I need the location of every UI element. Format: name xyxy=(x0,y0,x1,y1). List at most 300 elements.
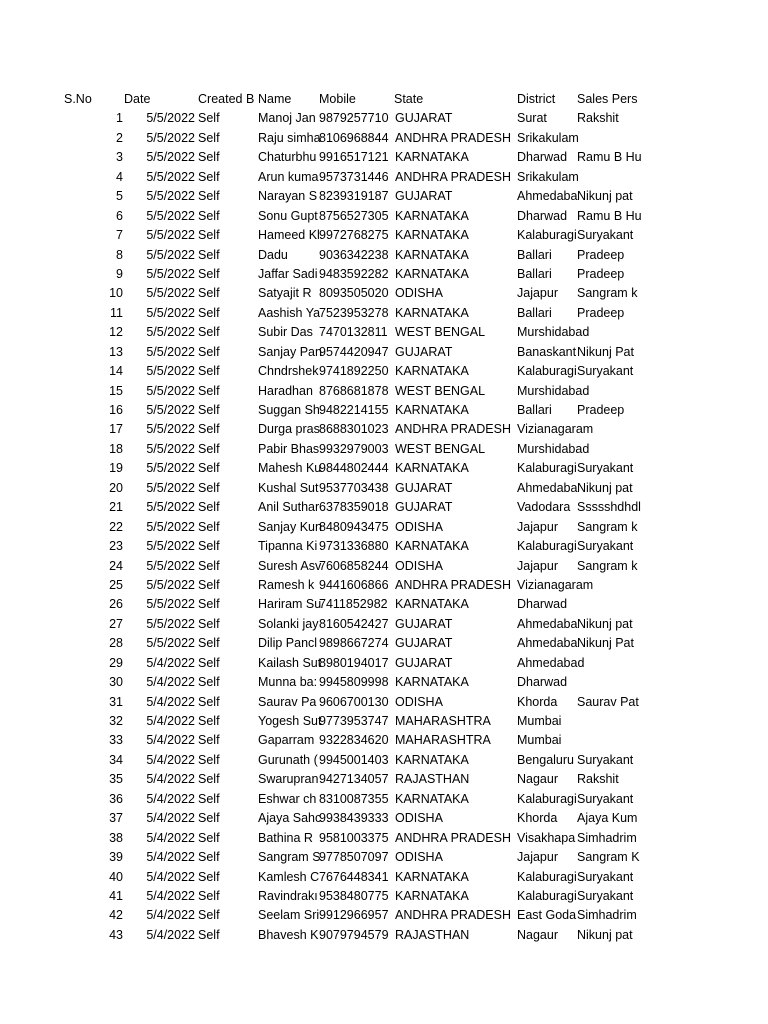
cell-name: Chaturbhu xyxy=(258,150,317,165)
cell-district: Jajapur xyxy=(517,850,558,865)
cell-state: RAJASTHAN xyxy=(395,772,470,787)
cell-mobile: 9932979003 xyxy=(319,441,389,456)
cell-date: 5/5/2022 xyxy=(146,305,195,320)
cell-created-by: Self xyxy=(198,286,220,301)
cell-date: 5/4/2022 xyxy=(146,830,195,845)
cell-sales-person: Saurav Pat xyxy=(577,694,639,709)
cell-sales-person: Rakshit xyxy=(577,772,619,787)
cell-state: GUJARAT xyxy=(395,500,453,515)
cell-created-by: Self xyxy=(198,733,220,748)
cell-name: Yogesh Sut xyxy=(258,714,322,728)
cell-sales-person xyxy=(577,654,639,673)
cell-date: 5/5/2022 xyxy=(146,422,195,437)
cell-sno: 18 xyxy=(109,441,123,456)
table-row xyxy=(0,537,768,556)
cell-sno: 3 xyxy=(116,150,123,165)
cell-created-by: Self xyxy=(198,714,220,728)
cell-district: Kalaburagi xyxy=(517,888,577,903)
cell-sno: 34 xyxy=(109,752,123,767)
cell-name: Pabir Bhas xyxy=(258,441,320,456)
cell-date: 5/5/2022 xyxy=(146,480,195,495)
cell-state: KARNATAKA xyxy=(395,208,469,223)
cell-mobile: 8688301023 xyxy=(319,422,389,437)
cell-date: 5/5/2022 xyxy=(146,325,195,340)
cell-state: GUJARAT xyxy=(395,480,453,495)
cell-state: ANDHRA PRADESH xyxy=(395,130,511,145)
cell-sales-person: Ssssshdhdl xyxy=(577,500,641,515)
cell-name: Aashish Ya xyxy=(258,305,321,320)
cell-date: 5/5/2022 xyxy=(146,539,195,554)
cell-sno: 40 xyxy=(109,869,123,884)
table-row xyxy=(0,109,768,128)
cell-state: KARNATAKA xyxy=(395,266,469,281)
cell-name: Durga pras xyxy=(258,422,320,437)
cell-district: Ahmedaba xyxy=(517,636,578,651)
table-row xyxy=(0,187,768,206)
cell-state: ODISHA xyxy=(395,850,443,865)
cell-district: Murshidabad xyxy=(517,383,590,398)
cell-district: Ahmedaba xyxy=(517,480,578,495)
cell-sales-person: Ramu B Hu xyxy=(577,208,642,223)
cell-district: Kalaburagi xyxy=(517,869,577,884)
cell-created-by: Self xyxy=(198,403,220,417)
cell-district: Dharwad xyxy=(517,597,568,612)
cell-district: Ballari xyxy=(517,403,552,417)
table-row xyxy=(0,868,768,887)
cell-date: 5/5/2022 xyxy=(146,130,195,145)
cell-sales-person: Pradeep xyxy=(577,266,625,281)
cell-mobile: 6378359018 xyxy=(319,500,389,515)
cell-sno: 27 xyxy=(109,616,123,631)
cell-mobile: 9938439333 xyxy=(319,811,389,826)
cell-district: Ballari xyxy=(517,247,552,262)
cell-district: Jajapur xyxy=(517,558,558,573)
cell-mobile: 9538480775 xyxy=(319,888,389,903)
cell-name: Raju simha xyxy=(258,130,321,145)
cell-state: GUJARAT xyxy=(395,111,453,126)
cell-sno: 9 xyxy=(116,266,123,281)
cell-district: Murshidabad xyxy=(517,441,590,456)
cell-name: Sanjay Pan xyxy=(258,344,322,359)
table-row xyxy=(0,168,768,187)
header-sales-person: Sales Pers xyxy=(577,92,638,106)
cell-sales-person xyxy=(577,382,639,401)
cell-district: Khorda xyxy=(517,811,558,826)
cell-date: 5/5/2022 xyxy=(146,150,195,165)
cell-sno: 20 xyxy=(109,480,123,495)
table-row xyxy=(0,518,768,537)
cell-sno: 42 xyxy=(109,908,123,923)
cell-sno: 32 xyxy=(109,714,123,728)
table-row xyxy=(0,673,768,692)
cell-sales-person: Sangram K xyxy=(577,850,640,865)
table-row xyxy=(0,362,768,381)
cell-name: Suresh Asv xyxy=(258,558,322,573)
cell-mobile: 9483592282 xyxy=(319,266,389,281)
cell-mobile: 9972768275 xyxy=(319,228,389,243)
cell-date: 5/5/2022 xyxy=(146,111,195,126)
cell-state: KARNATAKA xyxy=(395,869,469,884)
cell-state: KARNATAKA xyxy=(395,403,469,417)
cell-mobile: 9036342238 xyxy=(319,247,389,262)
cell-date: 5/4/2022 xyxy=(146,791,195,806)
cell-name: Dilip Pancl xyxy=(258,636,318,651)
cell-name: Gaparram xyxy=(258,733,315,748)
cell-date: 5/4/2022 xyxy=(146,811,195,826)
cell-created-by: Self xyxy=(198,266,220,281)
cell-sno: 16 xyxy=(109,403,123,417)
cell-name: Chndrshek xyxy=(258,364,319,379)
cell-sales-person xyxy=(577,576,639,595)
cell-sales-person xyxy=(577,129,639,148)
cell-created-by: Self xyxy=(198,364,220,379)
cell-name: Sonu Gupt xyxy=(258,208,318,223)
cell-sales-person: Suryakant xyxy=(577,752,634,767)
cell-sales-person xyxy=(577,323,639,342)
cell-district: Ahmedaba xyxy=(517,189,578,204)
cell-sales-person xyxy=(577,420,639,439)
cell-sales-person xyxy=(577,595,639,614)
table-row xyxy=(0,129,768,148)
cell-state: KARNATAKA xyxy=(395,461,469,476)
cell-sales-person: Nikunj pat xyxy=(577,927,633,942)
table-row xyxy=(0,323,768,342)
cell-sales-person: Nikunj pat xyxy=(577,616,633,631)
cell-name: Sanjay Kun xyxy=(258,519,322,534)
cell-mobile: 9441606866 xyxy=(319,577,389,592)
cell-date: 5/4/2022 xyxy=(146,869,195,884)
cell-state: RAJASTHAN xyxy=(395,927,470,942)
cell-sno: 11 xyxy=(110,305,123,320)
cell-sno: 22 xyxy=(109,519,123,534)
cell-date: 5/4/2022 xyxy=(146,888,195,903)
cell-created-by: Self xyxy=(198,869,220,884)
cell-sales-person xyxy=(577,712,639,731)
cell-district: Jajapur xyxy=(517,519,558,534)
cell-created-by: Self xyxy=(198,539,220,554)
cell-date: 5/4/2022 xyxy=(146,694,195,709)
cell-sno: 24 xyxy=(109,558,123,573)
table-row xyxy=(0,731,768,750)
cell-name: Hariram Su xyxy=(258,597,322,612)
cell-mobile: 7676448341 xyxy=(319,869,389,884)
cell-sno: 37 xyxy=(109,811,123,826)
cell-sales-person xyxy=(577,731,639,750)
table-row xyxy=(0,848,768,867)
cell-state: KARNATAKA xyxy=(395,228,469,243)
cell-mobile: 9945809998 xyxy=(319,675,389,690)
cell-sales-person: Nikunj Pat xyxy=(577,344,634,359)
cell-mobile: 8756527305 xyxy=(319,208,389,223)
cell-mobile: 9427134057 xyxy=(319,772,389,787)
cell-state: GUJARAT xyxy=(395,616,453,631)
table-row xyxy=(0,459,768,478)
cell-created-by: Self xyxy=(198,577,220,592)
cell-created-by: Self xyxy=(198,772,220,787)
cell-state: WEST BENGAL xyxy=(395,325,486,340)
cell-mobile: 9898667274 xyxy=(319,636,389,651)
cell-date: 5/4/2022 xyxy=(146,772,195,787)
cell-sales-person: Nikunj pat xyxy=(577,480,633,495)
cell-created-by: Self xyxy=(198,500,220,515)
cell-sno: 25 xyxy=(109,577,123,592)
cell-state: KARNATAKA xyxy=(395,150,469,165)
cell-date: 5/4/2022 xyxy=(146,752,195,767)
cell-state: ANDHRA PRADESH xyxy=(395,908,511,923)
cell-mobile: 7411852982 xyxy=(319,597,388,612)
cell-date: 5/5/2022 xyxy=(146,208,195,223)
cell-name: Arun kuma xyxy=(258,169,319,184)
cell-name: Narayan S xyxy=(258,189,318,204)
table-row xyxy=(0,226,768,245)
cell-date: 5/5/2022 xyxy=(146,636,195,651)
cell-district: Murshidabad xyxy=(517,325,590,340)
cell-district: Vizianagaram xyxy=(517,422,594,437)
cell-name: Haradhan xyxy=(258,383,313,398)
cell-mobile: 9945001403 xyxy=(319,752,389,767)
cell-state: KARNATAKA xyxy=(395,539,469,554)
cell-state: ANDHRA PRADESH xyxy=(395,577,511,592)
cell-name: Suggan Sh xyxy=(258,403,320,417)
cell-mobile: 9731336880 xyxy=(319,539,389,554)
table-row xyxy=(0,654,768,673)
cell-district: Banaskant xyxy=(517,344,577,359)
cell-district: Vizianagaram xyxy=(517,577,594,592)
cell-sno: 31 xyxy=(109,694,123,709)
cell-sno: 1 xyxy=(116,111,123,126)
cell-district: Bengaluru xyxy=(517,752,574,767)
cell-name: Satyajit R xyxy=(258,286,312,301)
cell-mobile: 9581003375 xyxy=(319,830,389,845)
cell-state: ODISHA xyxy=(395,558,443,573)
cell-district: Kalaburagi xyxy=(517,461,577,476)
table-row xyxy=(0,304,768,323)
cell-created-by: Self xyxy=(198,888,220,903)
header-created-by: Created B xyxy=(198,92,255,106)
cell-state: MAHARASHTRA xyxy=(395,733,491,748)
table-row xyxy=(0,148,768,167)
cell-sales-person: Suryakant xyxy=(577,364,634,379)
cell-state: ODISHA xyxy=(395,519,443,534)
table-row xyxy=(0,498,768,517)
cell-district: Srikakulam xyxy=(517,169,579,184)
cell-sales-person: Suryakant xyxy=(577,539,634,554)
table-row xyxy=(0,906,768,925)
cell-mobile: 7470132811 xyxy=(319,325,388,340)
table-row xyxy=(0,440,768,459)
cell-district: Dharwad xyxy=(517,150,568,165)
cell-created-by: Self xyxy=(198,675,220,690)
cell-created-by: Self xyxy=(198,811,220,826)
cell-name: Mahesh Ku xyxy=(258,461,322,476)
cell-district: Mumbai xyxy=(517,733,562,748)
cell-created-by: Self xyxy=(198,441,220,456)
table-row xyxy=(0,926,768,945)
table-row xyxy=(0,479,768,498)
spreadsheet xyxy=(0,90,768,945)
cell-district: Ballari xyxy=(517,305,552,320)
cell-sales-person: Suryakant xyxy=(577,791,634,806)
table-row xyxy=(0,615,768,634)
cell-sno: 29 xyxy=(109,655,123,670)
cell-mobile: 8160542427 xyxy=(319,616,389,631)
cell-district: Ahmedabad xyxy=(517,655,585,670)
table-row xyxy=(0,693,768,712)
cell-date: 5/5/2022 xyxy=(146,344,195,359)
cell-district: Surat xyxy=(517,111,547,126)
table-row xyxy=(0,343,768,362)
table-row xyxy=(0,595,768,614)
cell-district: Kalaburagi xyxy=(517,539,577,554)
cell-district: Kalaburagi xyxy=(517,228,577,243)
table-row xyxy=(0,887,768,906)
cell-date: 5/5/2022 xyxy=(146,519,195,534)
cell-sno: 26 xyxy=(109,597,123,612)
cell-state: ANDHRA PRADESH xyxy=(395,422,511,437)
cell-date: 5/5/2022 xyxy=(146,286,195,301)
cell-district: Ballari xyxy=(517,266,552,281)
cell-created-by: Self xyxy=(198,422,220,437)
header-row xyxy=(0,90,768,109)
cell-sales-person: Nikunj Pat xyxy=(577,636,634,651)
cell-district: Dharwad xyxy=(517,208,568,223)
cell-mobile: 8980194017 xyxy=(319,655,389,670)
cell-created-by: Self xyxy=(198,616,220,631)
cell-sales-person: Rakshit xyxy=(577,111,619,126)
cell-state: GUJARAT xyxy=(395,655,453,670)
table-row xyxy=(0,246,768,265)
cell-date: 5/4/2022 xyxy=(146,655,195,670)
cell-date: 5/5/2022 xyxy=(146,266,195,281)
cell-mobile: 9879257710 xyxy=(319,111,389,126)
cell-state: KARNATAKA xyxy=(395,305,469,320)
cell-sales-person: Ramu B Hu xyxy=(577,150,642,165)
cell-mobile: 9778507097 xyxy=(319,850,389,865)
header-date: Date xyxy=(124,92,151,106)
cell-name: Anil Suthar xyxy=(258,500,320,515)
cell-sales-person: Simhadrim xyxy=(577,908,637,923)
cell-sales-person: Pradeep xyxy=(577,305,625,320)
header-sno: S.No xyxy=(64,92,92,106)
cell-created-by: Self xyxy=(198,694,220,709)
cell-sales-person xyxy=(577,168,639,187)
cell-sales-person: Pradeep xyxy=(577,247,625,262)
cell-mobile: 8768681878 xyxy=(319,383,389,398)
cell-name: Subir Das xyxy=(258,325,313,340)
table-body xyxy=(0,109,768,945)
cell-district: Dharwad xyxy=(517,675,568,690)
cell-name: Bathina R xyxy=(258,830,313,845)
cell-state: KARNATAKA xyxy=(395,752,469,767)
cell-date: 5/5/2022 xyxy=(146,189,195,204)
cell-created-by: Self xyxy=(198,927,220,942)
cell-district: Khorda xyxy=(517,694,558,709)
table-row xyxy=(0,634,768,653)
cell-district: Kalaburagi xyxy=(517,791,577,806)
cell-mobile: 9912966957 xyxy=(319,908,389,923)
table-row xyxy=(0,576,768,595)
cell-sales-person: Suryakant xyxy=(577,888,634,903)
cell-created-by: Self xyxy=(198,383,220,398)
cell-name: Sangram S xyxy=(258,850,321,865)
header-state: State xyxy=(394,92,424,106)
cell-created-by: Self xyxy=(198,655,220,670)
cell-sno: 39 xyxy=(109,850,123,865)
cell-date: 5/5/2022 xyxy=(146,383,195,398)
cell-state: MAHARASHTRA xyxy=(395,714,491,728)
header-name: Name xyxy=(258,92,292,106)
cell-sno: 7 xyxy=(116,228,123,243)
table-row xyxy=(0,557,768,576)
cell-created-by: Self xyxy=(198,791,220,806)
table-row xyxy=(0,751,768,770)
cell-sales-person: Suryakant xyxy=(577,461,634,476)
cell-sno: 10 xyxy=(109,286,123,301)
cell-mobile: 8093505020 xyxy=(319,286,389,301)
cell-name: Dadu xyxy=(258,247,288,262)
cell-date: 5/4/2022 xyxy=(146,850,195,865)
cell-date: 5/4/2022 xyxy=(146,908,195,923)
cell-date: 5/4/2022 xyxy=(146,675,195,690)
cell-sno: 33 xyxy=(109,733,123,748)
cell-date: 5/5/2022 xyxy=(146,403,195,417)
cell-mobile: 9079794579 xyxy=(319,927,389,942)
cell-sales-person xyxy=(577,440,639,459)
cell-mobile: 9844802444 xyxy=(319,461,389,476)
cell-name: Saurav Pa xyxy=(258,694,317,709)
cell-created-by: Self xyxy=(198,830,220,845)
cell-mobile: 9606700130 xyxy=(319,694,389,709)
cell-mobile: 8310087355 xyxy=(319,791,389,806)
cell-name: Gurunath ( xyxy=(258,752,318,767)
cell-name: Solanki jay xyxy=(258,616,319,631)
cell-created-by: Self xyxy=(198,111,220,126)
cell-created-by: Self xyxy=(198,228,220,243)
cell-mobile: 7606858244 xyxy=(319,558,389,573)
cell-state: GUJARAT xyxy=(395,344,453,359)
cell-sales-person: Simhadrim xyxy=(577,830,637,845)
cell-mobile: 7523953278 xyxy=(319,305,389,320)
cell-district: East Goda xyxy=(517,908,577,923)
cell-created-by: Self xyxy=(198,247,220,262)
cell-created-by: Self xyxy=(198,150,220,165)
cell-state: ODISHA xyxy=(395,811,443,826)
cell-created-by: Self xyxy=(198,305,220,320)
cell-state: KARNATAKA xyxy=(395,791,469,806)
cell-state: WEST BENGAL xyxy=(395,441,486,456)
header-district: District xyxy=(517,92,556,106)
cell-created-by: Self xyxy=(198,344,220,359)
cell-created-by: Self xyxy=(198,480,220,495)
cell-date: 5/5/2022 xyxy=(146,577,195,592)
cell-mobile: 8106968844 xyxy=(319,130,389,145)
table-row xyxy=(0,790,768,809)
cell-district: Visakhapa xyxy=(517,830,576,845)
cell-date: 5/5/2022 xyxy=(146,228,195,243)
cell-sales-person: Suryakant xyxy=(577,228,634,243)
cell-sno: 8 xyxy=(116,247,123,262)
cell-sno: 12 xyxy=(109,325,123,340)
cell-name: Seelam Sri xyxy=(258,908,320,923)
cell-state: KARNATAKA xyxy=(395,364,469,379)
cell-mobile: 9741892250 xyxy=(319,364,389,379)
cell-sales-person: Sangram k xyxy=(577,519,638,534)
cell-district: Vadodara xyxy=(517,500,571,515)
cell-mobile: 9574420947 xyxy=(319,344,389,359)
cell-mobile: 9916517121 xyxy=(319,150,389,165)
cell-mobile: 8480943475 xyxy=(319,519,389,534)
cell-state: ODISHA xyxy=(395,694,443,709)
